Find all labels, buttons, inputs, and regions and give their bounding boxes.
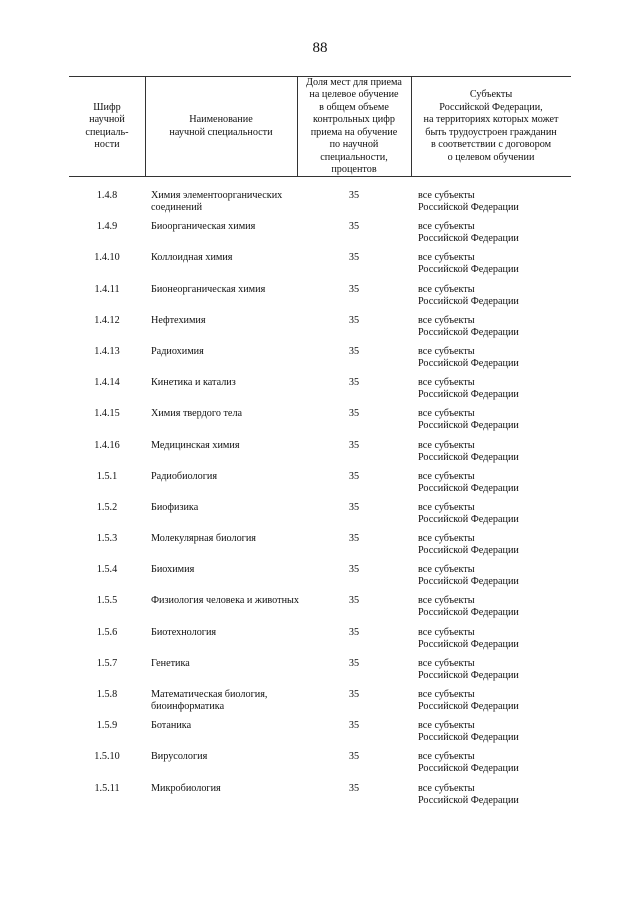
specialty-code: 1.5.7	[96, 657, 118, 669]
subjects-line-2: Российской Федерации	[418, 420, 519, 432]
target-share: 35	[348, 782, 360, 794]
specialty-name: Химия элементоорганических соединений	[151, 190, 283, 213]
target-share: 35	[348, 314, 360, 326]
specialty-name: Биохимия	[151, 564, 195, 576]
target-share: 35	[348, 595, 360, 607]
subjects-line-2: Российской Федерации	[418, 576, 519, 588]
subjects-line-2: Российской Федерации	[418, 545, 519, 557]
subjects-line-2: Российской Федерации	[418, 233, 519, 245]
target-share: 35	[348, 377, 360, 389]
subjects	[418, 346, 568, 370]
table-row	[0, 502, 640, 533]
table-row	[0, 190, 640, 221]
specialty-name: Молекулярная биология	[151, 533, 256, 545]
subjects	[418, 190, 568, 214]
subjects	[418, 595, 568, 619]
table-row	[0, 595, 640, 626]
specialty-name: Радиохимия	[151, 345, 204, 357]
specialty-code: 1.5.11	[94, 782, 120, 794]
specialty-code: 1.5.9	[96, 720, 118, 732]
subjects-line-1: все субъекты	[418, 470, 475, 482]
subjects-line-1: все субъекты	[418, 720, 475, 732]
subjects-line-2: Российской Федерации	[418, 513, 519, 525]
table-row	[0, 471, 640, 502]
subjects	[418, 440, 568, 464]
subjects	[418, 315, 568, 339]
target-share: 35	[348, 720, 360, 732]
subjects-line-2: Российской Федерации	[418, 202, 519, 213]
table-row	[0, 284, 640, 315]
specialty-name: Биотехнология	[151, 626, 217, 638]
subjects-line-1: все субъекты	[418, 252, 475, 264]
table-row	[0, 720, 640, 751]
specialty-code: 1.5.3	[96, 533, 118, 545]
subjects-line-2: Российской Федерации	[418, 732, 519, 744]
subjects-line-1: все субъекты	[418, 283, 475, 295]
subjects	[418, 252, 568, 276]
subjects-line-2: Российской Федерации	[418, 326, 519, 338]
header-name: Наименование научной специальности	[169, 114, 273, 138]
target-share: 35	[348, 221, 360, 233]
specialty-code: 1.5.4	[96, 564, 118, 576]
specialty-name: Ботаника	[151, 720, 192, 732]
subjects	[418, 658, 568, 682]
table-row	[0, 252, 640, 283]
specialty-code: 1.4.12	[94, 314, 120, 326]
specialty-code: 1.4.11	[94, 283, 120, 295]
specialty-code: 1.4.16	[94, 439, 120, 451]
subjects-line-2: Российской Федерации	[418, 669, 519, 681]
subjects-line-2: Российской Федерации	[418, 357, 519, 369]
table-row	[0, 627, 640, 658]
subjects-line-2: Российской Федерации	[418, 451, 519, 463]
table-row	[0, 689, 640, 720]
subjects	[418, 627, 568, 651]
specialty-code: 1.5.10	[94, 751, 120, 763]
subjects	[418, 471, 568, 495]
subjects	[418, 408, 568, 432]
target-share: 35	[348, 408, 360, 420]
subjects-line-2: Российской Федерации	[418, 763, 519, 775]
specialty-name: Вирусология	[151, 751, 208, 763]
table-row	[0, 783, 640, 814]
subjects-line-2: Российской Федерации	[418, 794, 519, 806]
subjects-line-1: все субъекты	[418, 501, 475, 513]
specialty-name: Биоорганическая химия	[151, 221, 256, 233]
subjects-line-1: все субъекты	[418, 533, 475, 545]
subjects-line-1: все субъекты	[418, 689, 475, 700]
target-share: 35	[348, 501, 360, 513]
target-share: 35	[348, 564, 360, 576]
target-share: 35	[348, 283, 360, 295]
target-share: 35	[348, 470, 360, 482]
header-share: Доля мест для приема на целевое обучение в общем объеме контрольных цифр приема на обучение по научной специальности, процентов	[306, 76, 402, 175]
subjects	[418, 284, 568, 308]
target-share: 35	[348, 689, 360, 700]
specialty-name: Кинетика и катализ	[151, 377, 236, 389]
subjects	[418, 720, 568, 744]
subjects-line-2: Российской Федерации	[418, 701, 519, 712]
subjects-line-1: все субъекты	[418, 626, 475, 638]
table-row	[0, 221, 640, 252]
subjects-line-1: все субъекты	[418, 439, 475, 451]
subjects-line-1: все субъекты	[418, 782, 475, 794]
subjects	[418, 502, 568, 526]
specialty-name: Математическая биология, биоинформатика	[151, 689, 268, 712]
subjects-line-2: Российской Федерации	[418, 264, 519, 276]
subjects-line-1: все субъекты	[418, 564, 475, 576]
specialty-name: Коллоидная химия	[151, 252, 233, 264]
subjects-line-1: все субъекты	[418, 190, 475, 201]
table-row	[0, 408, 640, 439]
specialty-name: Микробиология	[151, 782, 221, 794]
table-body	[0, 190, 640, 814]
page-number: 88	[312, 40, 328, 56]
table-row	[0, 564, 640, 595]
specialty-code: 1.5.1	[96, 470, 118, 482]
subjects	[418, 533, 568, 557]
specialty-code: 1.4.9	[96, 221, 118, 233]
subjects-line-2: Российской Федерации	[418, 389, 519, 401]
target-share: 35	[348, 626, 360, 638]
subjects-line-1: все субъекты	[418, 657, 475, 669]
specialty-code: 1.5.6	[96, 626, 118, 638]
target-share: 35	[348, 751, 360, 763]
specialty-code: 1.4.13	[94, 345, 120, 357]
subjects-line-1: все субъекты	[418, 345, 475, 357]
table-row	[0, 440, 640, 471]
subjects-line-2: Российской Федерации	[418, 607, 519, 619]
specialty-name: Биофизика	[151, 501, 199, 513]
subjects	[418, 689, 568, 713]
table-row	[0, 346, 640, 377]
subjects	[418, 377, 568, 401]
target-share: 35	[348, 345, 360, 357]
specialty-name: Нефтехимия	[151, 314, 206, 326]
specialty-name: Бионеорганическая химия	[151, 283, 266, 295]
specialty-code: 1.4.8	[96, 190, 118, 201]
specialty-name: Химия твердого тела	[151, 408, 243, 420]
subjects-line-2: Российской Федерации	[418, 638, 519, 650]
header-subjects: Субъекты Российской Федерации, на территориях которых может быть трудоустроен гражданин в соответствии с договором о целевом обучении	[423, 89, 559, 163]
subjects	[418, 751, 568, 775]
subjects-line-1: все субъекты	[418, 751, 475, 763]
table-row	[0, 377, 640, 408]
subjects	[418, 564, 568, 588]
subjects-line-2: Российской Федерации	[418, 482, 519, 494]
table-row	[0, 533, 640, 564]
subjects-line-1: все субъекты	[418, 595, 475, 607]
subjects-line-1: все субъекты	[418, 221, 475, 233]
target-share: 35	[348, 439, 360, 451]
specialty-name: Медицинская химия	[151, 439, 240, 451]
subjects-line-1: все субъекты	[418, 377, 475, 389]
target-share: 35	[348, 533, 360, 545]
specialty-code: 1.5.5	[96, 595, 118, 607]
target-share: 35	[348, 190, 360, 201]
target-share: 35	[348, 657, 360, 669]
table-row	[0, 751, 640, 782]
specialty-code: 1.5.8	[96, 689, 118, 700]
subjects-line-1: все субъекты	[418, 314, 475, 326]
table-row	[0, 658, 640, 689]
target-share: 35	[348, 252, 360, 264]
subjects	[418, 221, 568, 245]
specialty-code: 1.4.15	[94, 408, 120, 420]
specialty-code: 1.4.14	[94, 377, 120, 389]
specialty-code: 1.5.2	[96, 501, 118, 513]
subjects	[418, 783, 568, 807]
table-row	[0, 315, 640, 346]
header-code: Шифр научной специаль- ности	[85, 101, 129, 150]
specialty-code: 1.4.10	[94, 252, 120, 264]
subjects-line-1: все субъекты	[418, 408, 475, 420]
subjects-line-2: Российской Федерации	[418, 295, 519, 307]
specialty-name: Физиология человека и животных	[151, 595, 299, 607]
specialty-name: Радиобиология	[151, 470, 218, 482]
specialty-name: Генетика	[151, 657, 190, 669]
